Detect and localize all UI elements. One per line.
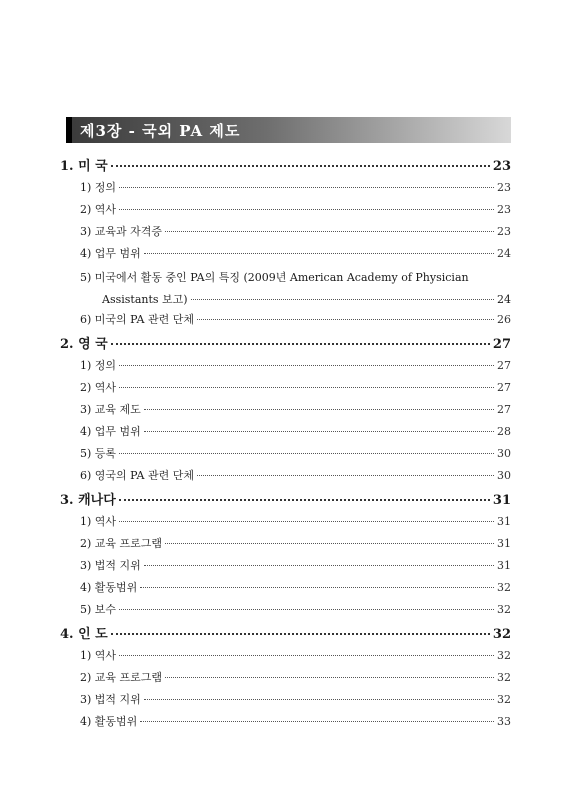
table-of-contents [60,155,511,735]
section-title: 1. 미 국 [60,159,108,174]
item-label: 1) 역사 [80,649,117,662]
toc-item-entry[interactable] [60,401,511,423]
item-label: 3) 교육과 자격증 [80,225,163,238]
page-number: 27 [497,403,511,416]
dot-leader [144,565,494,566]
dot-leader [111,633,490,635]
page-number: 31 [492,493,511,508]
chapter-header [66,117,511,143]
dot-leader [119,609,494,610]
page-number: 32 [497,693,511,706]
toc-item-entry[interactable] [60,357,511,379]
dot-leader [119,499,490,501]
page-number: 31 [497,537,511,550]
toc-item-entry[interactable] [60,267,511,311]
page-number: 23 [492,159,511,174]
item-label: 4) 활동범위 [80,581,138,594]
page-number: 23 [497,203,511,216]
toc-item-entry[interactable] [60,311,511,333]
dot-leader [119,655,494,656]
toc-item-entry[interactable] [60,647,511,669]
page-number: 33 [497,715,511,728]
dot-leader [144,409,494,410]
item-label: 2) 역사 [80,381,117,394]
item-label: 2) 교육 프로그램 [80,537,163,550]
item-label: 4) 업무 범위 [80,247,141,260]
page-number: 32 [497,603,511,616]
item-label: 2) 교육 프로그램 [80,671,163,684]
dot-leader [165,677,494,678]
page-number: 27 [492,337,511,352]
toc-item-entry[interactable] [60,579,511,601]
dot-leader [119,453,494,454]
toc-item-entry[interactable] [60,179,511,201]
section-title: 4. 인 도 [60,627,108,642]
item-label: 5) 등록 [80,447,117,460]
page-number: 24 [497,247,511,260]
page-number: 27 [497,381,511,394]
dot-leader [165,543,494,544]
page-number: 32 [497,649,511,662]
item-label: 1) 역사 [80,515,117,528]
item-label: 1) 정의 [80,181,117,194]
dot-leader [144,253,494,254]
item-label: 3) 법적 지위 [80,559,141,572]
toc-section-entry[interactable] [60,489,511,513]
toc-item-entry[interactable] [60,245,511,267]
page-number: 23 [497,181,511,194]
toc-item-entry[interactable] [60,601,511,623]
dot-leader [165,231,494,232]
dot-leader [140,721,494,722]
dot-leader [197,319,494,320]
dot-leader [140,587,494,588]
item-label: 5) 보수 [80,603,117,616]
page-number: 30 [497,469,511,482]
item-label-continued: Assistants 보고) [102,293,188,306]
dot-leader [119,209,494,210]
page-number: 31 [497,559,511,572]
toc-item-entry[interactable] [60,669,511,691]
dot-leader [144,699,494,700]
toc-item-entry[interactable] [60,467,511,489]
dot-leader [119,187,494,188]
page-number: 32 [497,581,511,594]
item-label: 6) 미국의 PA 관련 단체 [80,313,194,326]
item-label: 6) 영국의 PA 관련 단체 [80,469,194,482]
toc-item-entry[interactable] [60,201,511,223]
toc-item-entry[interactable] [60,513,511,535]
toc-item-entry[interactable] [60,557,511,579]
section-title: 2. 영 국 [60,337,108,352]
page-number: 30 [497,447,511,460]
toc-section-entry[interactable] [60,623,511,647]
page-number: 28 [497,425,511,438]
item-label: 3) 법적 지위 [80,693,141,706]
item-label: 4) 활동범위 [80,715,138,728]
page-number: 32 [497,671,511,684]
toc-section-entry[interactable] [60,333,511,357]
toc-item-entry[interactable] [60,535,511,557]
page-number: 24 [497,293,511,306]
toc-item-entry[interactable] [60,379,511,401]
page-number: 26 [497,313,511,326]
dot-leader [119,365,494,366]
section-title: 3. 캐나다 [60,493,116,508]
item-continuation-row [80,289,511,311]
item-label: 3) 교육 제도 [80,403,141,416]
toc-item-entry[interactable] [60,445,511,467]
toc-item-entry[interactable] [60,223,511,245]
page-number: 31 [497,515,511,528]
dot-leader [119,521,494,522]
page-number: 23 [497,225,511,238]
toc-item-entry[interactable] [60,423,511,445]
item-label: 1) 정의 [80,359,117,372]
chapter-title: 제3장 - 국외 PA 제도 [80,121,241,140]
toc-section-entry[interactable] [60,155,511,179]
dot-leader [111,165,490,167]
page-number: 27 [497,359,511,372]
dot-leader [197,475,494,476]
page-number: 32 [492,627,511,642]
dot-leader [111,343,490,345]
toc-item-entry[interactable] [60,691,511,713]
dot-leader [119,387,494,388]
item-label: 2) 역사 [80,203,117,216]
item-label: 5) 미국에서 활동 중인 PA의 특징 (2009년 American Academy of Physician [80,271,469,284]
chapter-marker [66,117,72,143]
dot-leader [144,431,494,432]
toc-item-entry[interactable] [60,713,511,735]
dot-leader [191,299,494,300]
item-label: 4) 업무 범위 [80,425,141,438]
